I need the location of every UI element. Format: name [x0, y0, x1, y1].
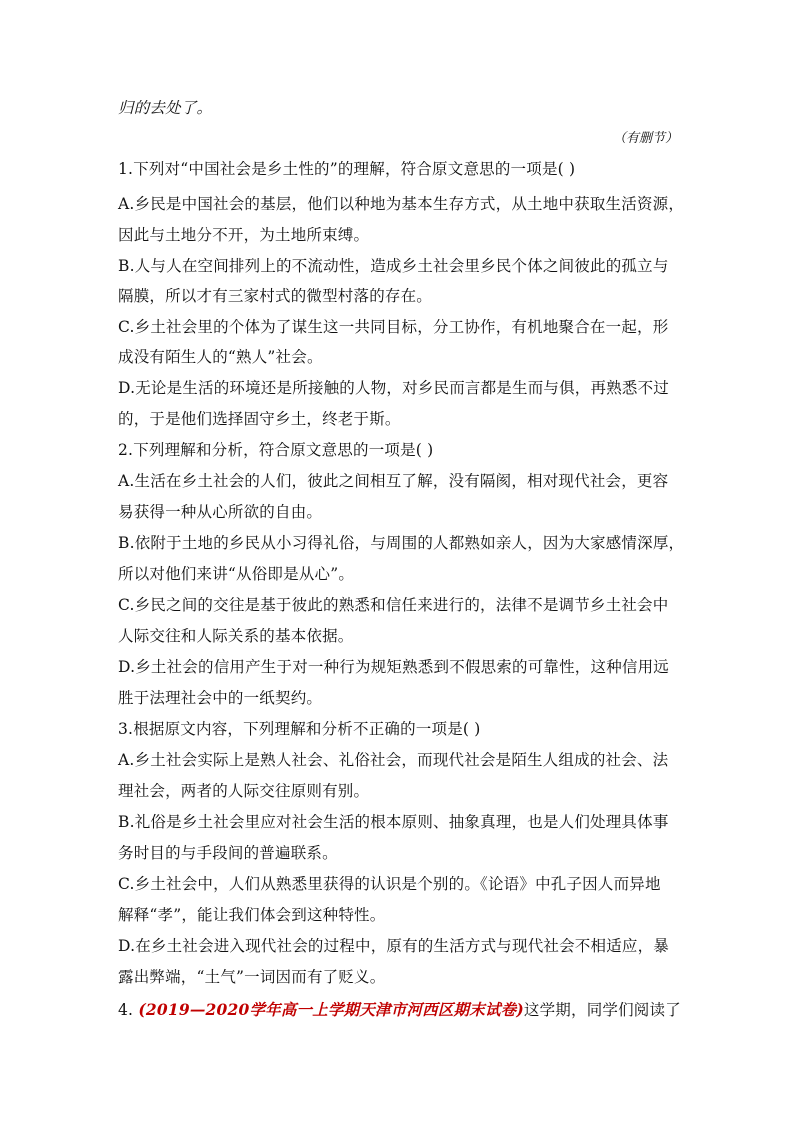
- question-4-number: 4.: [118, 1001, 134, 1019]
- question-4-source: (2019—2020学年高一上学期天津市河西区期末试卷): [138, 1000, 524, 1019]
- question-4-text: 这学期，同学们阅读了: [523, 1001, 681, 1019]
- question-1-stem: 1.下列对“中国社会是乡土性的”的理解，符合原文意思的一项是( ): [118, 160, 576, 178]
- question-3-option-d-line-2: 露出弊端，“土气”一词因而有了贬义。: [118, 968, 386, 986]
- question-3-option-b-line-1: B.礼俗是乡土社会里应对社会生活的根本原则、抽象真理，也是人们处理具体事: [118, 813, 669, 831]
- question-2-option-a-line-1: A.生活在乡土社会的人们，彼此之间相互了解，没有隔阂，相对现代社会，更容: [118, 472, 669, 490]
- question-3-option-a-line-2: 理社会，两者的人际交往原则有别。: [118, 782, 370, 800]
- question-3-option-c-line-1: C.乡土社会中，人们从熟悉里获得的认识是个别的。《论语》中孔子因人而异地: [118, 875, 661, 893]
- question-1-option-c-line-1: C.乡土社会里的个体为了谋生这一共同目标，分工协作，有机地聚合在一起，形: [118, 318, 669, 336]
- question-2-option-b-line-2: 所以对他们来讲“从俗即是从心”。: [118, 565, 355, 583]
- question-1-option-a-line-1: A.乡民是中国社会的基层，他们以种地为基本生存方式，从土地中获取生活资源，: [118, 195, 685, 213]
- question-3-option-d-line-1: D.在乡土社会进入现代社会的过程中，原有的生活方式与现代社会不相适应，暴: [118, 937, 670, 955]
- question-1-option-d-line-2: 的，于是他们选择固守乡土，终老于斯。: [118, 410, 401, 428]
- question-4-stem: [118, 1000, 681, 1020]
- paragraph-ending-line: 归的去处了。: [118, 99, 213, 117]
- question-1-option-c-line-2: 成没有陌生人的“熟人”社会。: [118, 348, 323, 366]
- question-3-option-c-line-2: 解释“孝”，能让我们体会到这种特性。: [118, 906, 386, 924]
- question-3-option-b-line-2: 务时目的与手段间的普遍联系。: [118, 844, 338, 862]
- question-2-option-c-line-1: C.乡民之间的交往是基于彼此的熟悉和信任来进行的，法律不是调节乡土社会中: [118, 596, 669, 614]
- question-2-option-c-line-2: 人际交往和人际关系的基本依据。: [118, 627, 354, 645]
- question-2-option-b-line-1: B.依附于土地的乡民从小习得礼俗，与周围的人都熟如亲人，因为大家感情深厚，: [118, 534, 685, 552]
- question-2-option-a-line-2: 易获得一种从心所欲的自由。: [118, 503, 323, 521]
- question-2-option-d-line-2: 胜于法理社会中的一纸契约。: [118, 689, 323, 707]
- question-1-option-b-line-2: 隔膜，所以才有三家村式的微型村落的存在。: [118, 287, 433, 305]
- abridged-note: （有删节）: [612, 131, 678, 146]
- question-1-option-d-line-1: D.无论是生活的环境还是所接触的人物，对乡民而言都是生而与俱，再熟悉不过: [118, 379, 670, 397]
- question-3-stem: 3.根据原文内容，下列理解和分析不正确的一项是( ): [118, 720, 481, 738]
- question-2-stem: 2.下列理解和分析，符合原文意思的一项是( ): [118, 441, 434, 459]
- question-3-option-a-line-1: A.乡土社会实际上是熟人社会、礼俗社会，而现代社会是陌生人组成的社会、法: [118, 751, 669, 769]
- question-1-option-b-line-1: B.人与人在空间排列上的不流动性，造成乡土社会里乡民个体之间彼此的孤立与: [118, 257, 669, 275]
- question-1-option-a-line-2: 因此与土地分不开，为土地所束缚。: [118, 226, 370, 244]
- question-2-option-d-line-1: D.乡土社会的信用产生于对一种行为规矩熟悉到不假思索的可靠性，这种信用远: [118, 658, 670, 676]
